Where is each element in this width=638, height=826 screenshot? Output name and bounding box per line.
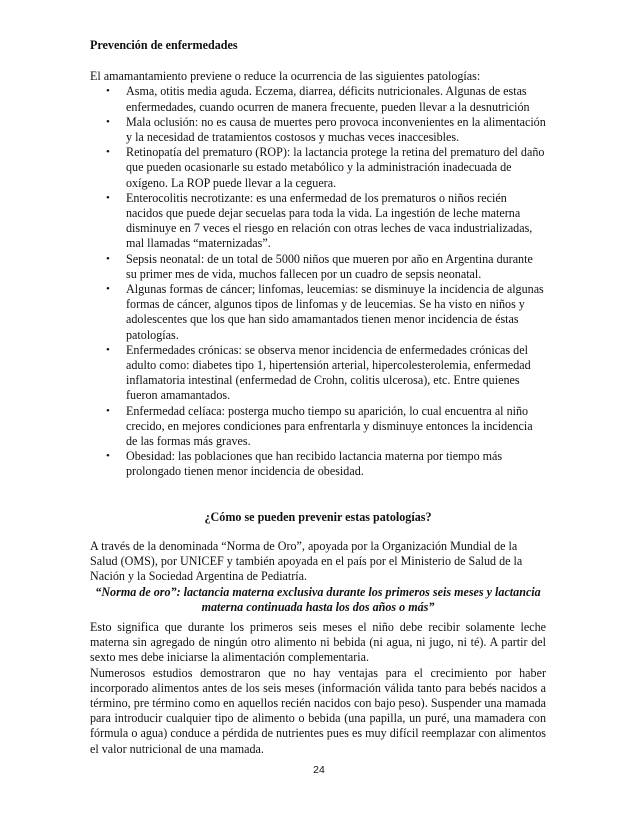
list-item-mala-oclusion	[90, 115, 546, 145]
document-page	[90, 38, 546, 757]
list-item-enterocolitis	[90, 191, 546, 252]
question-title: ¿Cómo se pueden prevenir estas patologías?	[204, 509, 432, 524]
body-paragraph-2: Numerosos estudios demostraron que no hay ventajas para el crecimiento por haber incorporado alimentos antes de los seis meses (información válida tanto para bebés nacidos a término, pre término como en aquellos recién nacidos con bajo peso). Suspender una mamada para introducir cualquier tipo de alimento o bebida (una papilla, un puré, una mamadera con fórmula o agua) conduce a pérdida de nutrientes pues es muy difícil reemplazar con alimentos el valor nutricional de una mamada.	[90, 665, 546, 756]
list-item-asma	[90, 84, 546, 114]
bullet-icon: •	[106, 191, 110, 204]
page-number: 24	[313, 764, 325, 776]
list-item-cronicas	[90, 343, 546, 404]
bullet-icon: •	[106, 146, 110, 159]
list-item-text: Enfermedades crónicas: se observa menor incidencia de enfermedades crónicas del adulto como: diabetes tipo 1, hipertensión arterial, hipercolesterolemia, enfermedad inflamatoria intestinal (enfermedad de Crohn, colitis ulcerosa), etc. Entre quienes fueron amamantados.	[126, 342, 531, 403]
bullet-icon: •	[106, 450, 110, 463]
bullet-icon: •	[106, 404, 110, 417]
body-paragraph-1: Esto significa que durante los primeros seis meses el niño debe recibir solamente leche materna sin agregado de ningún otro alimento ni bebida (ni agua, ni jugo, ni té). A partir del sexto mes debe iniciarse la alimentación complementaria.	[90, 619, 546, 665]
bullet-icon: •	[106, 283, 110, 296]
list-item-retinopatia	[90, 145, 546, 191]
disease-list	[90, 84, 546, 479]
intro-paragraph: El amamantamiento previene o reduce la ocurrencia de las siguientes patologías:	[90, 69, 481, 84]
section-heading: Prevención de enfermedades	[90, 38, 238, 52]
list-item-text: Algunas formas de cáncer; linfomas, leucemias: se disminuye la incidencia de algunas formas de cáncer, algunos tipos de linfomas y de leucemias. Se ha visto en niños y adolescentes que los que han sido amamantados tienen menor incidencia de éstas patologías.	[126, 282, 544, 342]
list-item-obesidad	[90, 449, 546, 479]
list-item-text: Sepsis neonatal: de un total de 5000 niños que mueren por año en Argentina durante su primer mes de vida, muchos fallecen por un cuadro de sepsis neonatal.	[126, 251, 533, 281]
list-item-text: Asma, otitis media aguda. Eczema, diarrea, déficits nutricionales. Algunas de estas enfermedades, cuando ocurren de manera frecuente, pueden llevar a la desnutrición	[126, 84, 530, 114]
bullet-icon: •	[106, 343, 110, 356]
list-item-text: Enterocolitis necrotizante: es una enfermedad de los prematuros o niños recién nacidos que puede dejar secuelas para toda la vida. La ingestión de leche materna disminuye en 7 veces el riesgo en relación con otras leches de vaca industrializadas, mal llamadas “maternizadas”.	[126, 190, 533, 251]
bullet-icon: •	[106, 115, 110, 128]
list-item-text: Retinopatía del prematuro (ROP): la lactancia protege la retina del prematuro del daño que pueden ocasionarle su estado metabólico y la administración inadecuada de oxígeno. La ROP puede llevar a la ceguera.	[126, 145, 545, 190]
bullet-icon: •	[106, 252, 110, 265]
list-item-text: Obesidad: las poblaciones que han recibido lactancia materna por tiempo más prolongado tienen menor incidencia de obesidad.	[126, 449, 503, 479]
bullet-icon: •	[106, 85, 110, 98]
list-item-sepsis	[90, 252, 546, 282]
list-item-cancer	[90, 282, 546, 343]
list-item-text: Enfermedad celíaca: posterga mucho tiempo su aparición, lo cual encuentra al niño crecido, en mejores condiciones para enfrentarla y disminuye entonces la incidencia de las formas más graves.	[126, 403, 533, 449]
norma-paragraph: A través de la denominada “Norma de Oro”, apoyada por la Organización Mundial de la Salud (OMS), por UNICEF y también apoyada en el país por el Ministerio de Salud de la Nación y la Sociedad Argentina de Pediatría.	[90, 538, 523, 584]
list-item-text: Mala oclusión: no es causa de muertes pero provoca inconvenientes en la alimentación y la necesidad de tratamientos costosos y muchas veces inaccesibles.	[126, 114, 546, 145]
list-item-celiaca	[90, 404, 546, 450]
norma-de-oro-quote: “Norma de oro”: lactancia materna exclusiva durante los primeros seis meses y lactancia materna continuada hasta los dos años o más”	[95, 584, 541, 614]
